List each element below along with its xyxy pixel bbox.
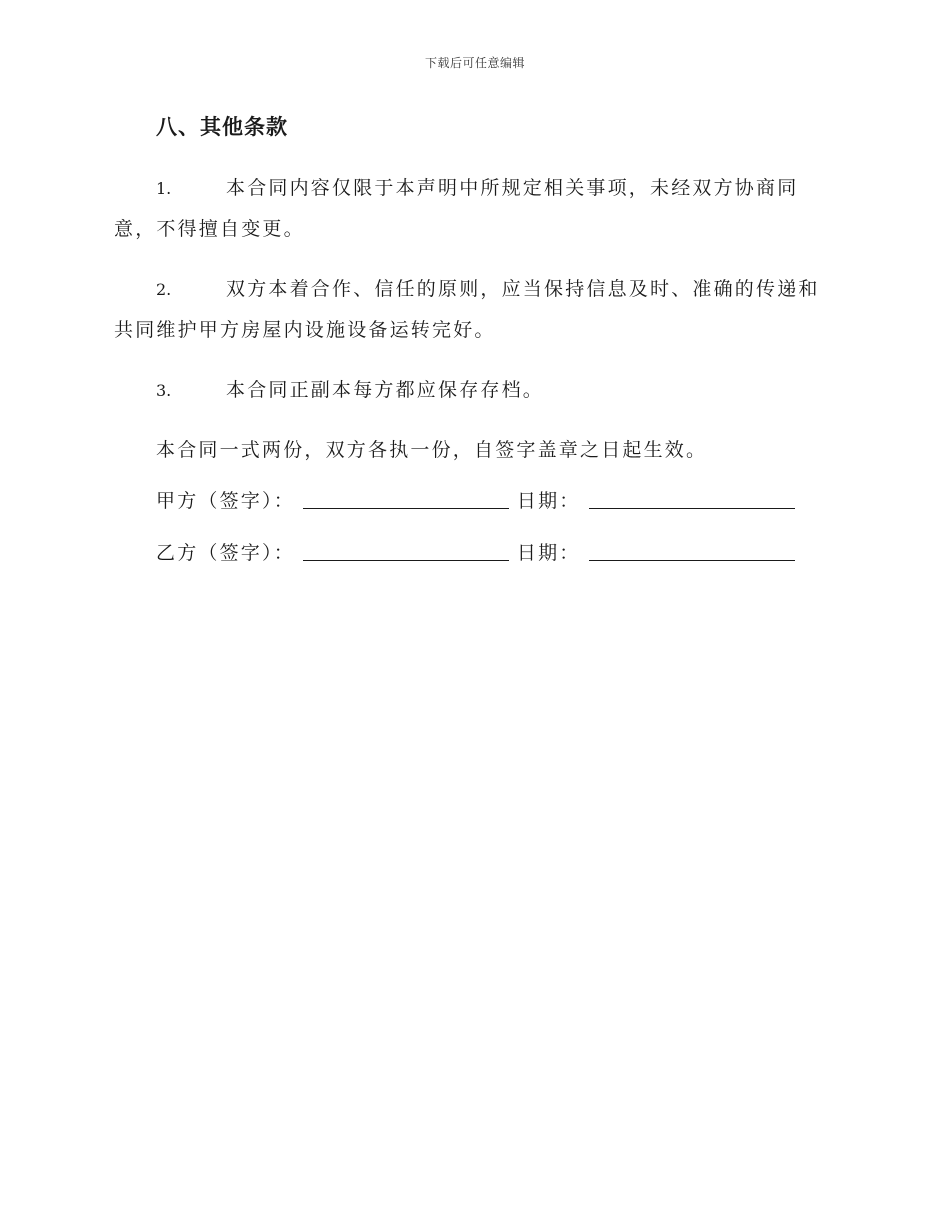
signature-row-party-b xyxy=(156,533,834,574)
party-a-signature-line xyxy=(303,486,509,509)
header-note: 下载后可任意编辑 xyxy=(424,56,525,70)
signature-row-party-a xyxy=(156,481,834,522)
section-title: 八、其他条款 xyxy=(156,114,288,139)
party-b-date-line xyxy=(589,538,795,561)
clause-2 xyxy=(114,269,834,351)
clause-3-text: 本合同正副本每方都应保存存档。 xyxy=(226,379,545,401)
party-b-date-label: 日期： xyxy=(516,542,581,564)
clause-3 xyxy=(114,370,834,411)
party-a-date-line xyxy=(589,486,795,509)
clause-3-number: 3. xyxy=(156,381,172,400)
clause-2-number: 2. xyxy=(156,280,172,299)
clause-1-text: 本合同内容仅限于本声明中所规定相关事项，未经双方协商同意，不得擅自变更。 xyxy=(114,177,799,240)
document-body xyxy=(114,110,834,574)
clause-2-text: 双方本着合作、信任的原则，应当保持信息及时、准确的传递和共同维护甲方房屋内设施设备运转完好。 xyxy=(114,278,820,341)
party-a-label: 甲方（签字）： xyxy=(156,490,295,512)
clause-1-number: 1. xyxy=(156,179,172,198)
party-b-signature-line xyxy=(303,538,509,561)
final-statement: 本合同一式两份，双方各执一份，自签字盖章之日起生效。 xyxy=(156,439,708,461)
party-b-label: 乙方（签字）： xyxy=(156,542,295,564)
clause-1 xyxy=(114,168,834,250)
party-a-date-label: 日期： xyxy=(516,490,581,512)
